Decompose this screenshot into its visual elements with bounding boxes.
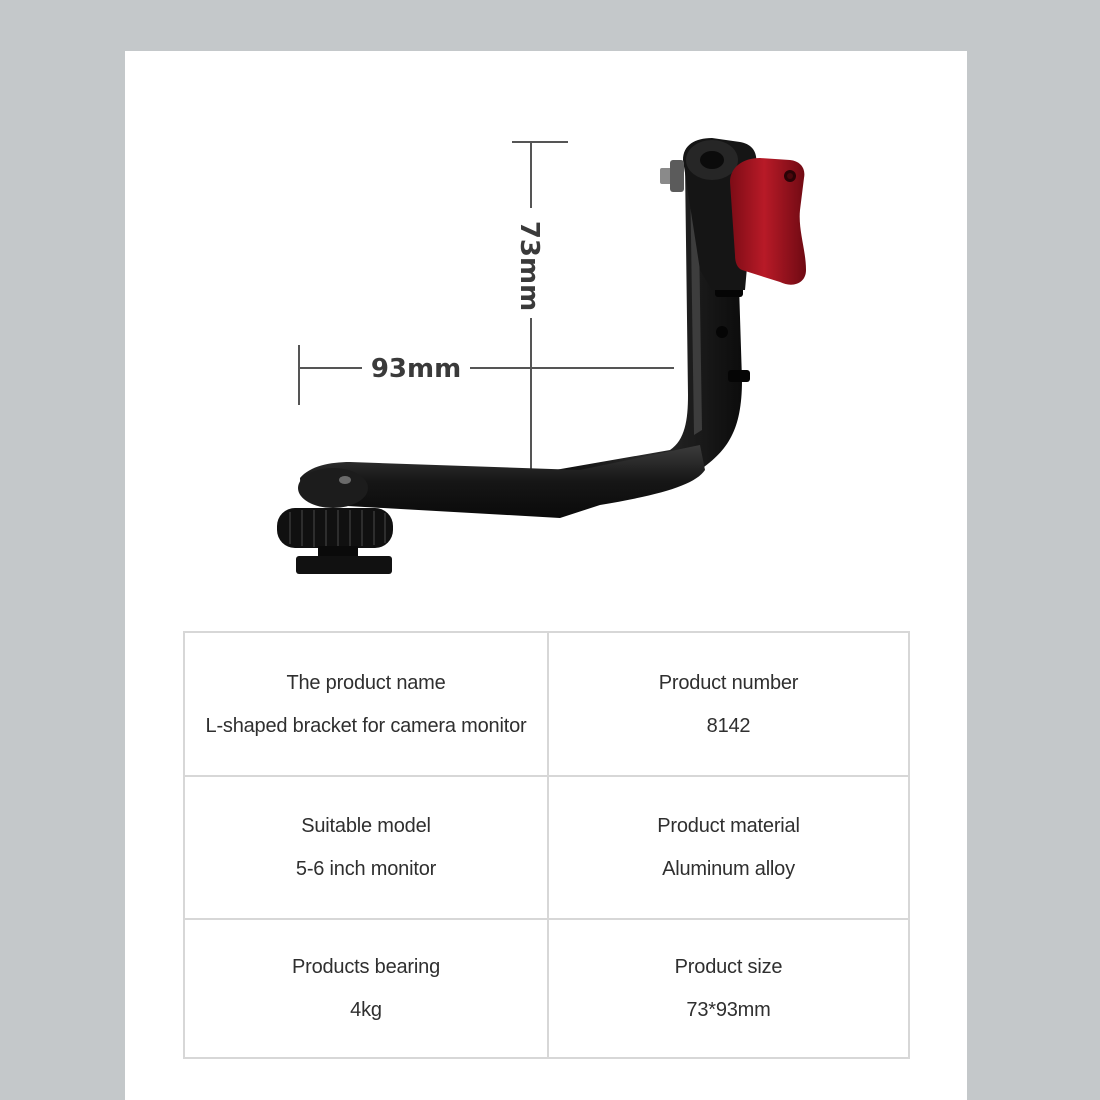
- width-dimension-label: 93mm: [370, 354, 462, 384]
- spec-cell-suitable-model: [185, 775, 549, 918]
- spec-value: 5-6 inch monitor: [295, 858, 437, 880]
- spec-label: Suitable model: [301, 815, 431, 837]
- spec-value: 73*93mm: [686, 999, 771, 1021]
- spec-cell-product-material: [549, 775, 908, 918]
- spec-label: Product number: [658, 671, 799, 694]
- spec-value: L-shaped bracket for camera monitor: [205, 714, 527, 737]
- spec-cell-product-number: [549, 633, 908, 775]
- spec-value: Aluminum alloy: [662, 858, 795, 880]
- spec-value: 8142: [706, 714, 751, 737]
- spec-cell-product-name: [185, 633, 549, 775]
- dimension-lines: [299, 142, 674, 490]
- spec-value: 4kg: [350, 999, 382, 1021]
- spec-label: Products bearing: [291, 956, 440, 978]
- height-dimension-label: 73mm: [514, 220, 544, 312]
- spec-label: Product material: [657, 815, 800, 837]
- spec-label: Product size: [674, 956, 783, 978]
- spec-label: The product name: [286, 671, 446, 694]
- spec-cell-products-bearing: [185, 918, 549, 1057]
- spec-table: [183, 631, 910, 1059]
- spec-cell-product-size: [549, 918, 908, 1057]
- l-bracket: [277, 138, 806, 574]
